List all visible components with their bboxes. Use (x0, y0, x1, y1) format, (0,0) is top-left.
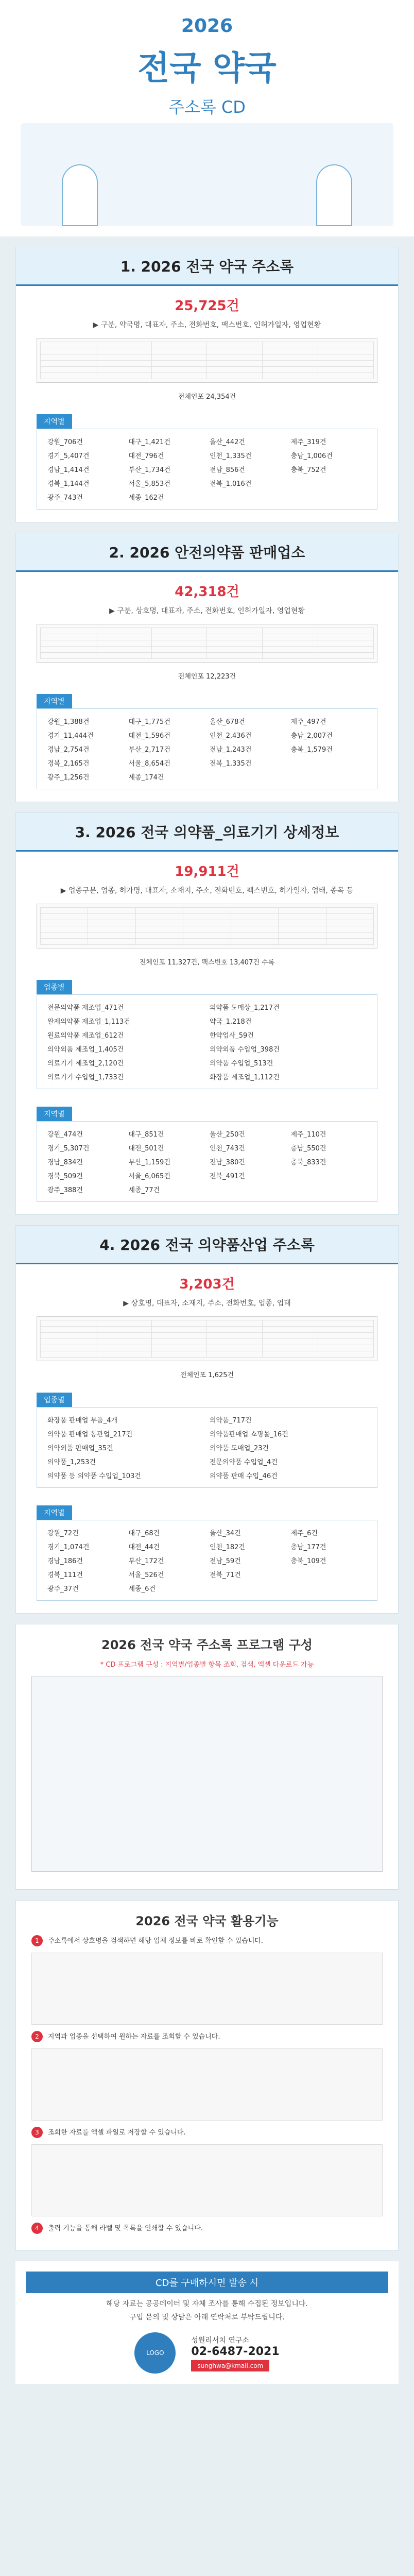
region-item: 부산_1,159건 (128, 1159, 170, 1166)
step-number: 2 (31, 2031, 43, 2042)
footer (15, 2261, 399, 2384)
business-label: 업종별 (37, 1393, 72, 1407)
region-grid (37, 1520, 377, 1601)
region-item: 충남_177건 (290, 1544, 326, 1551)
region-item: 세종_77건 (128, 1187, 160, 1194)
region-item: 대구_1,775건 (128, 718, 170, 726)
region-item: 전북_491건 (210, 1173, 245, 1180)
region-item: 경기_11,444건 (47, 732, 94, 740)
header-year: 2026 (181, 15, 233, 37)
business-label: 업종별 (37, 980, 72, 994)
record-count: 42,318건 (175, 584, 239, 600)
field-list: ▶ 구분, 상호명, 대표자, 주소, 전화번호, 인허가일자, 영업현황 (109, 607, 305, 615)
region-item: 광주_1,256건 (47, 774, 90, 782)
record-count: 3,203건 (179, 1277, 235, 1292)
region-item: 울산_250건 (210, 1131, 245, 1139)
business-item: 의약외품 수입업_398건 (210, 1046, 280, 1054)
record-count: 25,725건 (175, 298, 239, 314)
field-list: ▶ 상호명, 대표자, 소재지, 주소, 전화번호, 업종, 업태 (123, 1299, 291, 1308)
region-item: 충북_752건 (290, 466, 326, 474)
region-item: 세종_174건 (128, 774, 164, 782)
section-title: 1. 2026 전국 약국 주소록 (16, 247, 398, 286)
program-section (15, 1624, 399, 1890)
header-subtitle: 주소록 CD (168, 97, 246, 117)
guide-section (15, 1900, 399, 2251)
region-label: 지역별 (37, 414, 72, 429)
section-title: 3. 2026 전국 의약품_의료기기 상세정보 (16, 813, 398, 852)
region-item: 서울_5,853건 (128, 480, 170, 488)
guide-step (31, 1935, 383, 1946)
business-item: 약국_1,218건 (210, 1018, 252, 1026)
region-item: 충북_109건 (290, 1557, 326, 1565)
note: 전체인포 11,327건, 팩스번호 13,407건 수록 (139, 959, 275, 967)
footer-text: 해당 자료는 공공데이터 및 자체 조사를 통해 수집된 정보입니다. (106, 2300, 308, 2308)
business-item: 의료기기 수입업_1,733건 (47, 1074, 124, 1081)
section-3 (15, 812, 399, 1215)
region-item: 광주_37건 (47, 1585, 79, 1593)
region-item: 서울_6,065건 (128, 1173, 170, 1180)
section-1 (15, 247, 399, 522)
region-label: 지역별 (37, 1505, 72, 1520)
region-item: 울산_442건 (210, 438, 245, 446)
region-item: 경남_1,414건 (47, 466, 90, 474)
region-item: 서울_8,654건 (128, 760, 170, 768)
region-item: 세종_162건 (128, 494, 164, 502)
business-item: 의료기기 제조업_2,120건 (47, 1060, 124, 1067)
region-item: 경북_509건 (47, 1173, 83, 1180)
header-illustration (21, 123, 393, 226)
region-item: 충남_1,006건 (290, 452, 333, 460)
region-item: 대구_1,421건 (128, 438, 170, 446)
region-item: 울산_678건 (210, 718, 245, 726)
region-item: 강원_706건 (47, 438, 83, 446)
region-item: 인천_182건 (210, 1544, 245, 1551)
region-item: 충남_2,007건 (290, 732, 333, 740)
business-item: 완제의약품 제조업_1,113건 (47, 1018, 130, 1026)
business-item: 의약품 도매상_1,217건 (210, 1004, 280, 1012)
region-label: 지역별 (37, 1107, 72, 1121)
business-item: 의약품 등 의약품 수입업_103건 (47, 1472, 141, 1480)
business-item: 화장품 제조업_1,112건 (210, 1074, 280, 1081)
region-item: 전북_1,016건 (210, 480, 252, 488)
region-item: 경북_1,144건 (47, 480, 90, 488)
region-item: 부산_172건 (128, 1557, 164, 1565)
sample-table (37, 624, 377, 663)
business-item: 화장품 판매업 부품_4개 (47, 1417, 118, 1425)
region-item: 경기_5,307건 (47, 1145, 90, 1153)
step-text: 지역과 업종을 선택하여 원하는 자료를 조회할 수 있습니다. (48, 2033, 220, 2041)
region-item: 대전_44건 (128, 1544, 160, 1551)
company-block (26, 2332, 388, 2374)
company-phone: 02-6487-2021 (191, 2345, 280, 2358)
region-item: 제주_6건 (290, 1530, 318, 1537)
business-item: 의약품 도매업_23건 (210, 1445, 269, 1452)
header (0, 0, 414, 236)
section-2 (15, 533, 399, 802)
company-name: 성원리서치 연구소 (191, 2336, 249, 2345)
field-list: ▶ 구분, 약국명, 대표자, 주소, 전화번호, 팩스번호, 인허가일자, 영업현황 (93, 321, 321, 329)
region-item: 전남_1,243건 (210, 746, 252, 754)
business-item: 전문의약품 제조업_471건 (47, 1004, 124, 1012)
business-item: 의약품 판매업 통관업_217건 (47, 1431, 133, 1438)
region-item: 광주_743건 (47, 494, 83, 502)
program-title: 2026 전국 약국 주소록 프로그램 구성 (101, 1638, 313, 1652)
region-item: 전남_380건 (210, 1159, 245, 1166)
region-item: 제주_319건 (290, 438, 326, 446)
region-item: 광주_388건 (47, 1187, 83, 1194)
region-item: 경북_2,165건 (47, 760, 90, 768)
guide-step (31, 2127, 383, 2138)
business-grid (37, 994, 377, 1089)
region-item: 세종_6건 (128, 1585, 156, 1593)
region-item: 충북_1,579건 (290, 746, 333, 754)
business-item: 한약업사_59건 (210, 1032, 254, 1040)
note: 전체인포 24,354건 (178, 393, 236, 401)
company-logo: LOGO (134, 2332, 176, 2374)
region-item: 전북_71건 (210, 1571, 241, 1579)
note: 전체인포 1,625건 (180, 1371, 234, 1379)
region-item: 경남_2,754건 (47, 746, 90, 754)
step-text: 조회한 자료를 엑셀 파일로 저장할 수 있습니다. (48, 2129, 186, 2137)
region-item: 부산_1,734건 (128, 466, 170, 474)
region-item: 전남_856건 (210, 466, 245, 474)
business-item: 전문의약품 수입업_4건 (210, 1459, 278, 1466)
sample-table (37, 1316, 377, 1361)
region-item: 부산_2,717건 (128, 746, 170, 754)
business-item: 의약품_717건 (210, 1417, 252, 1425)
business-item: 의약외품 판매업_35건 (47, 1445, 113, 1452)
step-image (31, 1953, 383, 2025)
company-info (191, 2335, 279, 2371)
section-4 (15, 1225, 399, 1614)
region-item: 강원_72건 (47, 1530, 79, 1537)
note: 전체인포 12,223건 (178, 673, 236, 681)
region-item: 인천_743건 (210, 1145, 245, 1153)
section-title: 2. 2026 안전의약품 판매업소 (16, 533, 398, 572)
step-image (31, 2144, 383, 2216)
region-item: 충남_550건 (290, 1145, 326, 1153)
region-item: 인천_1,335건 (210, 452, 252, 460)
business-item: 의약품 판매 수입_46건 (210, 1472, 278, 1480)
header-title: 전국 약국 (137, 49, 277, 88)
region-item: 인천_2,436건 (210, 732, 252, 740)
region-item: 울산_34건 (210, 1530, 241, 1537)
program-note: * CD 프로그램 구성 : 지역별/업종별 항목 조회, 검색, 엑셀 다운로드 가능 (100, 1661, 314, 1669)
step-number: 3 (31, 2127, 43, 2138)
region-grid (37, 708, 377, 789)
pharmacist-figure (316, 164, 352, 226)
step-number: 1 (31, 1935, 43, 1946)
region-item: 충북_833건 (290, 1159, 326, 1166)
business-item: 의약품_1,253건 (47, 1459, 96, 1466)
region-item: 제주_497건 (290, 718, 326, 726)
sample-table (37, 338, 377, 383)
region-item: 서울_526건 (128, 1571, 164, 1579)
region-item: 제주_110건 (290, 1131, 326, 1139)
company-email[interactable]: sunghwa@kmail.com (191, 2360, 269, 2371)
region-grid (37, 429, 377, 510)
footer-text: 구입 문의 및 상담은 아래 연락처로 부탁드립니다. (129, 2313, 285, 2321)
program-screenshot (31, 1676, 383, 1872)
step-text: 주소록에서 상호명을 검색하면 해당 업체 정보를 바로 확인할 수 있습니다. (48, 1937, 264, 1945)
region-item: 대구_68건 (128, 1530, 160, 1537)
region-item: 전북_1,335건 (210, 760, 252, 768)
record-count: 19,911건 (175, 864, 239, 879)
business-item: 의약품판매업 쇼핑몰_16건 (210, 1431, 288, 1438)
region-item: 대구_851건 (128, 1131, 164, 1139)
business-item: 의약외품 제조업_1,405건 (47, 1046, 124, 1054)
region-item: 강원_474건 (47, 1131, 83, 1139)
region-item: 경기_5,407건 (47, 452, 90, 460)
guide-step (31, 2223, 383, 2234)
region-item: 대전_501건 (128, 1145, 164, 1153)
region-item: 전남_59건 (210, 1557, 241, 1565)
region-item: 경북_111건 (47, 1571, 83, 1579)
guide-title: 2026 전국 약국 활용기능 (135, 1914, 279, 1928)
region-item: 경기_1,074건 (47, 1544, 90, 1551)
region-label: 지역별 (37, 694, 72, 708)
section-title: 4. 2026 전국 의약품산업 주소록 (16, 1226, 398, 1264)
business-grid (37, 1407, 377, 1488)
field-list: ▶ 업종구분, 업종, 허가명, 대표자, 소재지, 주소, 전화번호, 팩스번호, 허가일자, 업태, 종목 등 (60, 887, 354, 895)
region-item: 대전_796건 (128, 452, 164, 460)
business-item: 원료의약품 제조업_612건 (47, 1032, 124, 1040)
step-number: 4 (31, 2223, 43, 2234)
region-grid (37, 1121, 377, 1202)
step-text: 출력 기능을 통해 라벨 및 목록을 인쇄할 수 있습니다. (48, 2225, 203, 2232)
region-item: 대전_1,596건 (128, 732, 170, 740)
region-item: 경남_186건 (47, 1557, 83, 1565)
sample-table (37, 904, 377, 948)
guide-step (31, 2031, 383, 2042)
region-item: 강원_1,388건 (47, 718, 90, 726)
business-item: 의약품 수입업_513건 (210, 1060, 273, 1067)
step-image (31, 2048, 383, 2121)
region-item: 경남_834건 (47, 1159, 83, 1166)
contact-bar: CD를 구매하시면 발송 시 (26, 2272, 388, 2293)
pharmacist-figure (62, 164, 98, 226)
